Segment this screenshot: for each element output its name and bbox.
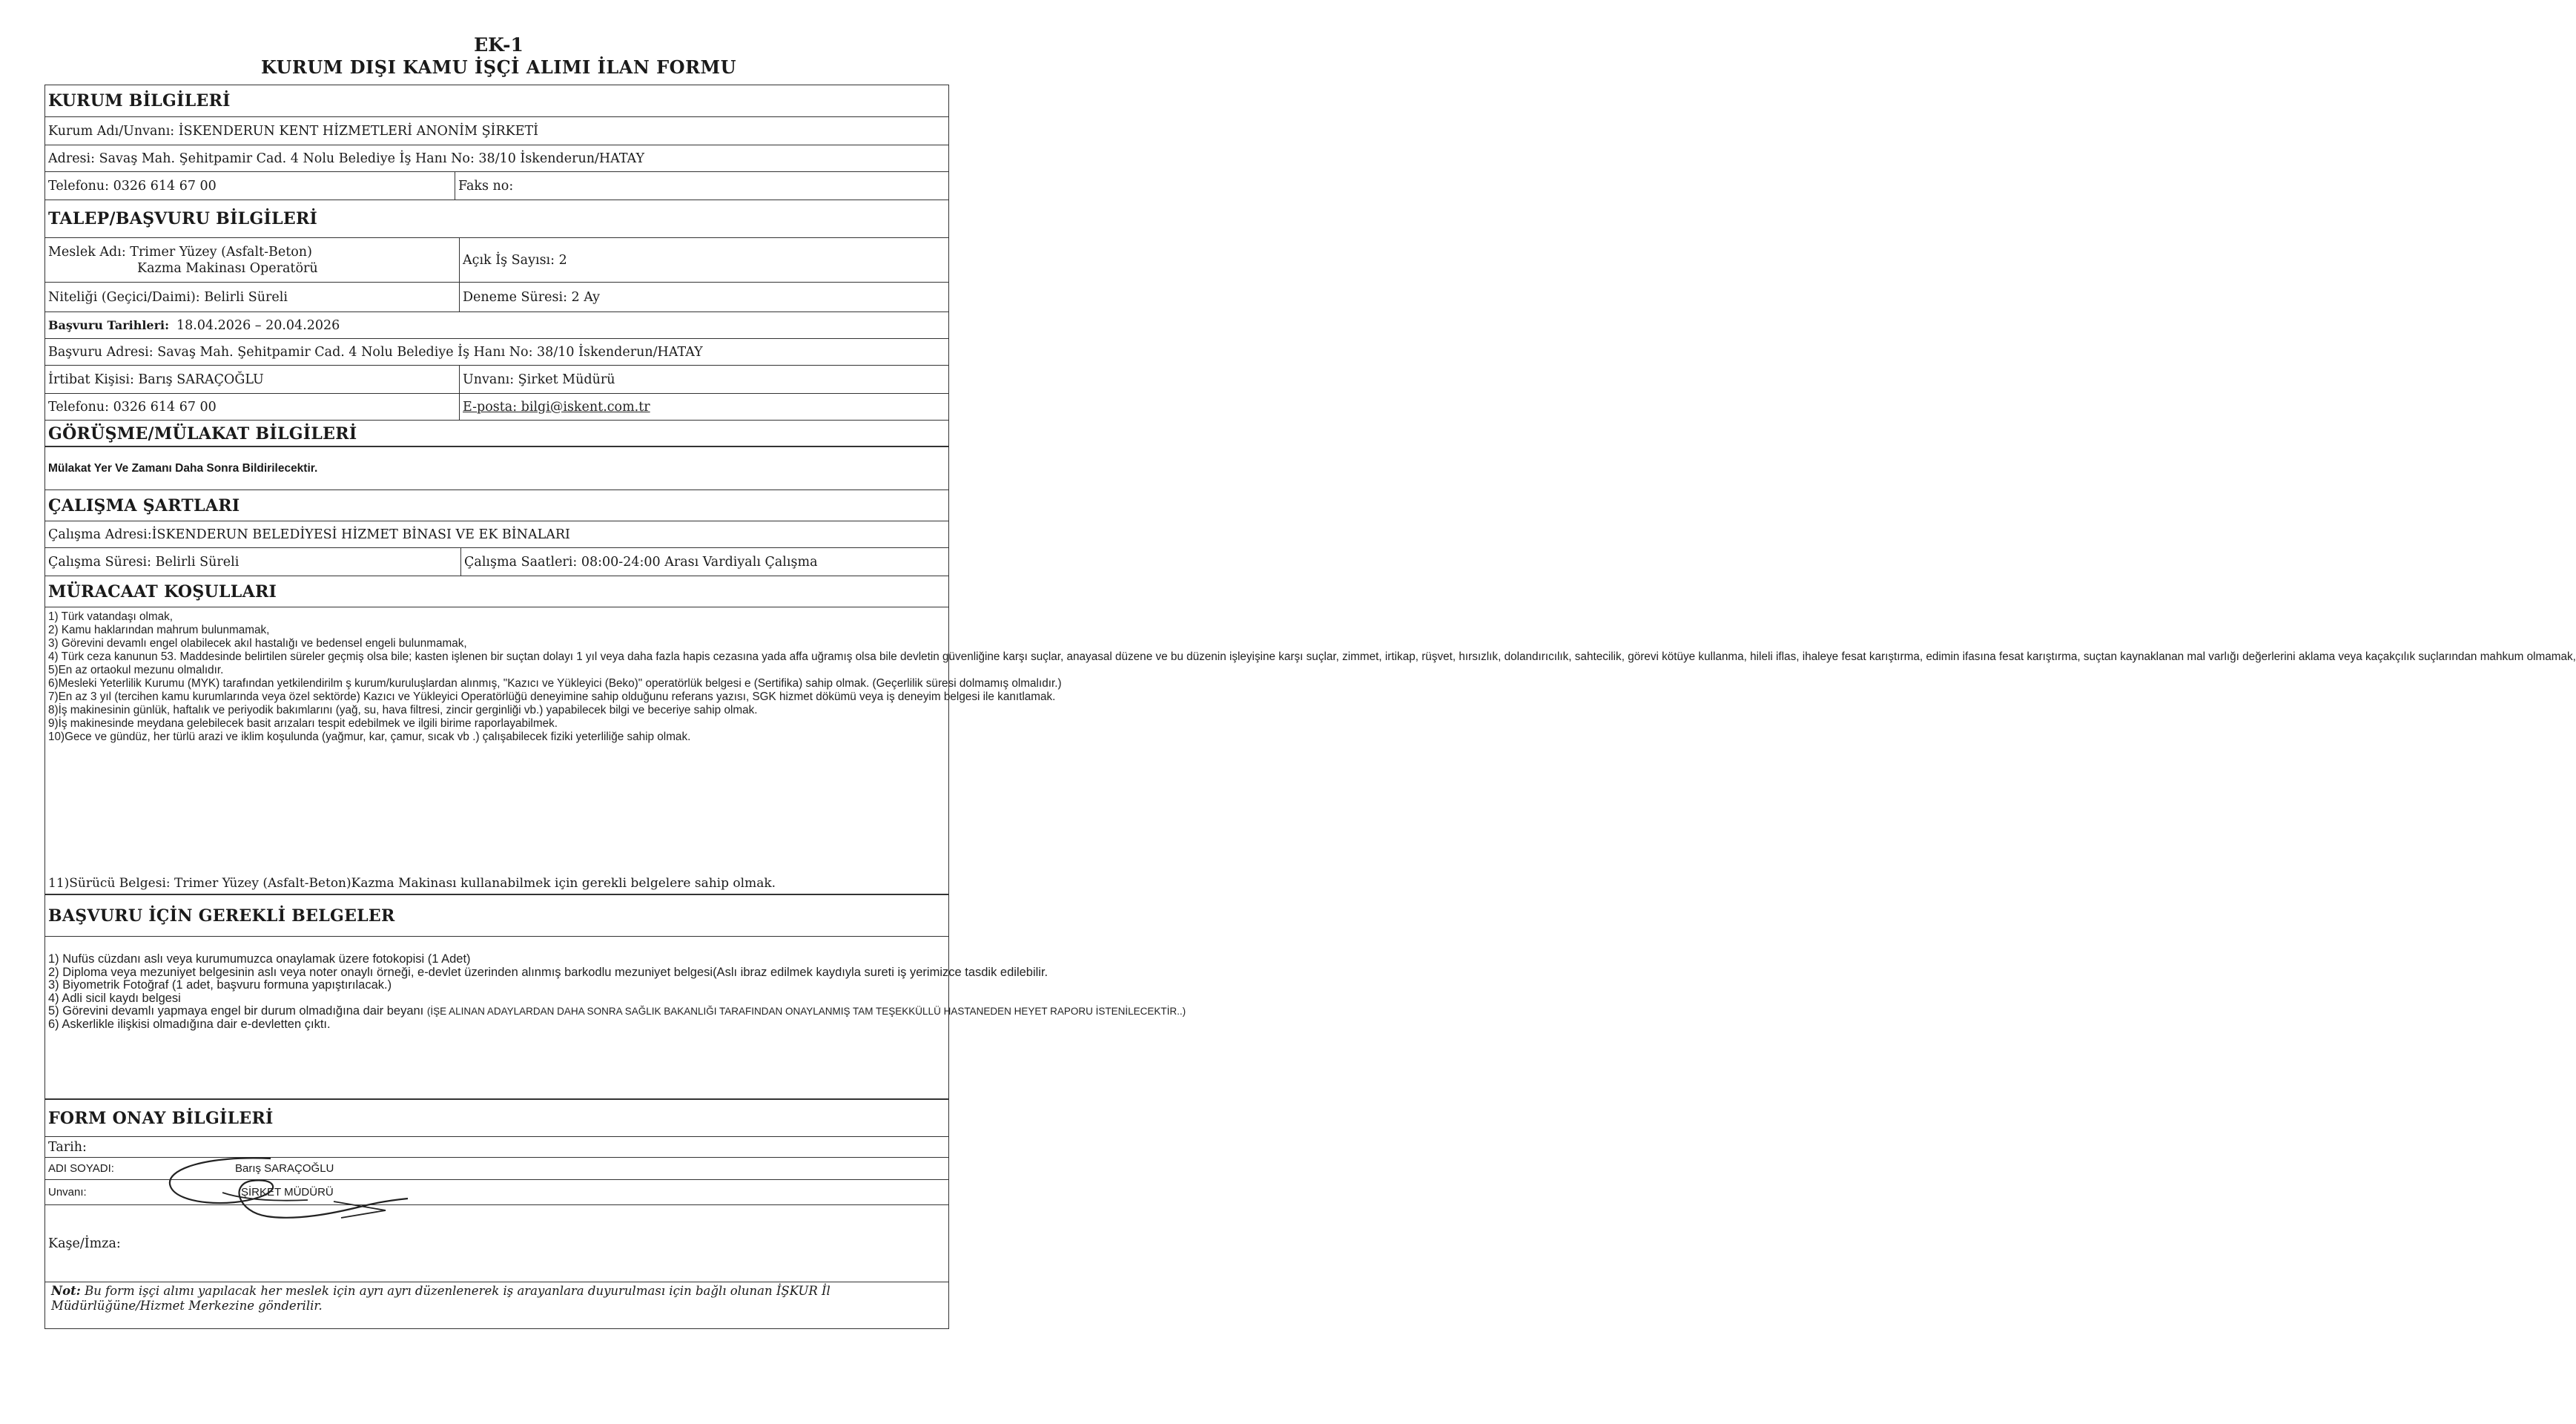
adi-soyadi-value: Barış SARAÇOĞLU	[235, 1162, 334, 1175]
muracaat-item: 5)En az ortaokul mezunu olmalıdır.	[48, 664, 224, 676]
muracaat-item: 2) Kamu haklarından mahrum bulunmamak,	[48, 624, 270, 636]
irtibat-kisi: İrtibat Kişisi: Barış SARAÇOĞLU	[48, 372, 264, 387]
muracaat-item: 7)En az 3 yıl (tercihen kamu kurumlarında veya özel sektörde) Kazıcı ve Yükleyici Operatörlüğü deneyimine sahip olduğunu referans yazısı, SGK hizmet dökümü veya iş deneyim belgesi ile kanıtlamak.	[48, 690, 1056, 703]
kurum-phone-row	[45, 171, 948, 200]
kurum-address: Adresi: Savaş Mah. Şehitpamir Cad. 4 Nolu Belediye İş Hanı No: 38/10 İskenderun/HATAY	[45, 145, 948, 171]
belge-item-6: 6) Askerlikle ilişkisi olmadığına dair e-devletten çıktı.	[48, 1017, 331, 1031]
belgeler-list-row	[45, 936, 1186, 1099]
talep-meslek-row	[45, 237, 948, 282]
talep-nitelik-row	[45, 282, 948, 312]
kurum-fax: Faks no:	[455, 172, 513, 200]
note-label: Not:	[51, 1284, 81, 1298]
kurum-heading: KURUM BİLGİLERİ	[48, 91, 231, 111]
muracaat-item: 6)Mesleki Yeterlilik Kurumu (MYK) tarafından yetkilendirilm ş kurum/kuruluşlardan alınmış, "Kazıcı ve Yükleyici (Beko)" operatörlük belgesi e (Sertifika) sahip olmak. (Geçerlilik süresi dolmamış olmalıdır.)	[48, 677, 1062, 690]
muracaat-item: 3) Görevini devamlı engel olabilecek akıl hastalığı ve bedensel engeli bulunmamak,	[48, 637, 467, 650]
muracaat-list	[48, 610, 2576, 744]
footer-note	[48, 1282, 948, 1315]
note-row	[45, 1282, 948, 1329]
talep-section	[44, 200, 949, 446]
kurum-name: Kurum Adı/Unvanı: İSKENDERUN KENT HİZMETLERİ ANONİM ŞİRKETİ	[45, 116, 948, 145]
calisma-sure-row	[45, 547, 948, 576]
belgeler-list	[48, 952, 1186, 1031]
gorusme-heading: GÖRÜŞME/MÜLAKAT BİLGİLERİ	[45, 420, 948, 446]
meslek-line2: Kazma Makinası Operatörü	[137, 260, 318, 276]
unvan-value: ŞİRKET MÜDÜRÜ	[241, 1186, 334, 1199]
calisma-heading: ÇALIŞMA ŞARTLARI	[45, 490, 948, 521]
muracaat-item: 4) Türk ceza kanunun 53. Maddesinde belirtilen süreler geçmiş olsa bile; kasten işlenen bir suçtan dolayı 1 yıl veya daha fazla hapis cezasına yada affa uğramış olsa bile devletin güvenliğine karşı suçlar, anayasal düzene ve bu düzenin işleyişine karşı suçlar, zimmet, irtikap, rüşvet, hırsızlık, dolandırıcılık, sahtecilik, görevi kötüye kullanma, hileli iflas, ihaleye fesat karıştırma, edimin ifasına fesat karıştırma, suçtan kaynaklanan mal varlığı değerlerini aklama veya kaçakçılık suçlarından mahkum olmamak,	[48, 650, 2576, 663]
belge-item: 2) Diploma veya mezuniyet belgesinin aslı veya noter onaylı örneği, e-devlet üzerinden alınmış barkodlu mezuniyet belgesi(Aslı ibraz edilmek kaydıyla sureti iş yerimizce tasdik edilebilir.	[48, 965, 1048, 979]
form-title: KURUM DIŞI KAMU İŞÇİ ALIMI İLAN FORMU	[260, 56, 737, 78]
belge-item: 4) Adli sicil kaydı belgesi	[48, 991, 181, 1005]
calisma-suresi: Çalışma Süresi: Belirli Süreli	[48, 554, 240, 570]
muracaat-item: 1) Türk vatandaşı olmak,	[48, 610, 174, 623]
kurum-phone: Telefonu: 0326 614 67 00	[48, 178, 217, 194]
calisma-saatleri: Çalışma Saatleri: 08:00-24:00 Arası Vardiyalı Çalışma	[460, 548, 818, 576]
belge-item: 1) Nufüs cüzdanı aslı veya kurumumuzca onaylamak üzere fotokopisi (1 Adet)	[48, 952, 471, 966]
onay-tarih: Tarih:	[45, 1136, 948, 1157]
onay-heading: FORM ONAY BİLGİLERİ	[45, 1099, 948, 1136]
acik-is-sayisi: Açık İş Sayısı: 2	[459, 238, 567, 282]
iletisim-row	[45, 393, 948, 420]
eposta-cell	[459, 394, 650, 420]
belge-item-5	[48, 1004, 1186, 1018]
muracaat-item: 8)İş makinesinin günlük, haftalık ve periyodik bakımlarını (yağ, su, hava filtresi, zincir gerginliği vb.) yapabilecek bilgi ve beceriye sahip olmak.	[48, 704, 758, 716]
muracaat-item-11: 11)Sürücü Belgesi: Trimer Yüzey (Asfalt-Beton)Kazma Makinası kullanabilmek için gerekli belgelere sahip olmak.	[48, 876, 776, 891]
basvuru-adresi: Başvuru Adresi: Savaş Mah. Şehitpamir Cad. 4 Nolu Belediye İş Hanı No: 38/10 İskenderun/HATAY	[45, 338, 948, 365]
kase-imza: Kaşe/İmza:	[48, 1236, 121, 1251]
irtibat-unvan: Unvanı: Şirket Müdürü	[459, 366, 615, 393]
muracaat-item: 9)İş makinesinde meydana gelebilecek basit arızaları tespit edebilmek ve ilgili birime raporlayabilmek.	[48, 717, 558, 730]
basvuru-tarih-label: Başvuru Tarihleri:	[48, 318, 170, 332]
note-text: Bu form işçi alımı yapılacak her meslek için ayrı ayrı düzenlenerek iş arayanlara duyurulması için bağlı olunan İŞKUR İl Müdürlüğüne/Hizmet Merkezine gönderilir.	[51, 1284, 830, 1313]
nitelik: Niteliği (Geçici/Daimi): Belirli Süreli	[48, 289, 288, 305]
eposta-link[interactable]: E-posta: bilgi@iskent.com.tr	[463, 399, 650, 415]
talep-heading: TALEP/BAŞVURU BİLGİLERİ	[48, 209, 318, 228]
belgeler-section	[44, 894, 1186, 1099]
talep-telefon: Telefonu: 0326 614 67 00	[48, 399, 217, 415]
deneme-suresi: Deneme Süresi: 2 Ay	[459, 283, 600, 312]
kurum-section	[44, 85, 949, 200]
belge-item-5-text: 5) Görevini devamlı yapmaya engel bir durum olmadığına dair beyanı	[48, 1004, 424, 1018]
muracaat-heading: MÜRACAAT KOŞULLARI	[45, 576, 948, 607]
form-annex-label: EK-1	[474, 34, 524, 56]
irtibat-row	[45, 365, 948, 393]
calisma-adresi: Çalışma Adresi:İSKENDERUN BELEDİYESİ HİZMET BİNASI VE EK BİNALARI	[45, 521, 948, 547]
muracaat-list-row	[45, 607, 2576, 894]
gorusme-section	[44, 446, 2576, 894]
muracaat-item: 10)Gece ve gündüz, her türlü arazi ve iklim koşulunda (yağmur, kar, çamur, sıcak vb .) çalışabilecek fiziki yeterliliğe sahip olmak.	[48, 731, 691, 743]
mulakat-row	[45, 446, 948, 490]
basvuru-tarihleri-row	[45, 312, 948, 338]
belge-item-5-note: (İŞE ALINAN ADAYLARDAN DAHA SONRA SAĞLIK BAKANLIĞI TARAFINDAN ONAYLANMIŞ TAM TEŞEKKÜLLÜ HASTANEDEN HEYET RAPORU İSTENİLECEKTİR..)	[426, 1006, 1186, 1017]
adi-soyadi-label: ADI SOYADI:	[48, 1162, 114, 1175]
mulakat-text: Mülakat Yer Ve Zamanı Daha Sonra Bildirilecektir.	[48, 461, 318, 475]
belge-item: 3) Biyometrik Fotoğraf (1 adet, başvuru formuna yapıştırılacak.)	[48, 978, 392, 992]
unvan-label: Unvanı:	[48, 1186, 87, 1199]
signature-icon	[148, 1148, 415, 1259]
basvuru-tarih-value: 18.04.2026 – 20.04.2026	[176, 317, 340, 333]
meslek-line1: Meslek Adı: Trimer Yüzey (Asfalt-Beton)	[48, 244, 312, 260]
belgeler-heading: BAŞVURU İÇİN GEREKLİ BELGELER	[45, 894, 948, 936]
